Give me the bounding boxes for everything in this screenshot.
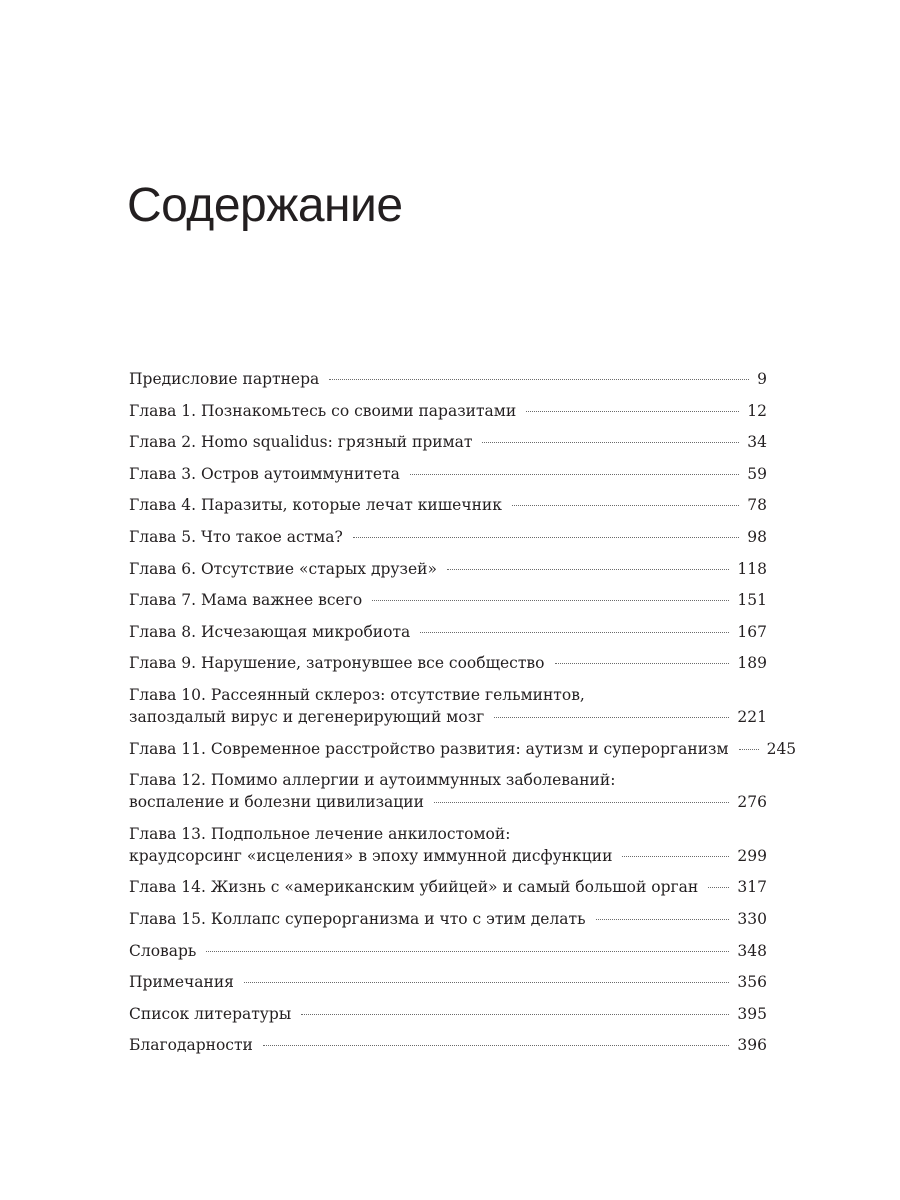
toc-entry[interactable]	[129, 971, 767, 993]
toc-entry[interactable]	[129, 526, 767, 548]
dot-leader	[410, 474, 739, 475]
dot-leader	[494, 717, 729, 718]
dot-leader	[353, 537, 739, 538]
toc-entry-row	[129, 431, 767, 453]
toc-entry-title: запоздалый вирус и дегенерирующий мозг	[129, 707, 485, 726]
toc-page-number: 118	[737, 559, 767, 578]
toc-entry-title: Глава 3. Остров аутоиммунитета	[129, 464, 400, 483]
toc-entry[interactable]	[129, 684, 767, 728]
toc-page-number: 34	[747, 433, 767, 452]
toc-entry-title: Глава 2. Homo squalidus: грязный примат	[129, 433, 473, 452]
toc-page-number: 189	[737, 654, 767, 673]
toc-entry[interactable]	[129, 494, 767, 516]
toc-entry[interactable]	[129, 652, 767, 674]
toc-entry-row	[129, 940, 767, 962]
toc-entry-title: Предисловие партнера	[129, 370, 320, 388]
dot-leader	[206, 951, 729, 952]
toc-entry-row	[129, 463, 767, 485]
toc-entry-title-line: Глава 10. Рассеянный склероз: отсутствие гельминтов,	[129, 685, 585, 704]
toc-entry-title: Глава 15. Коллапс суперорганизма и что с этим делать	[129, 909, 586, 928]
toc-entry-row	[129, 908, 767, 930]
toc-entry[interactable]	[129, 463, 767, 485]
toc-entry-title: Глава 1. Познакомьтесь со своими паразитами	[129, 401, 517, 420]
toc-entry-row	[129, 652, 767, 674]
toc-entry-row	[129, 368, 767, 390]
toc-entry-row	[129, 845, 767, 867]
toc-page-number: 78	[747, 496, 767, 515]
dot-leader	[244, 982, 729, 983]
toc-entry-row	[129, 738, 797, 760]
toc-entry[interactable]	[129, 1003, 767, 1025]
toc-entry-row	[129, 621, 767, 643]
toc-page-number: 59	[747, 464, 767, 483]
toc-entry[interactable]	[129, 876, 767, 898]
toc-entry-row	[129, 589, 767, 611]
dot-leader	[708, 887, 729, 888]
dot-leader	[329, 379, 749, 380]
toc-entry[interactable]	[129, 738, 797, 760]
toc-page-number: 396	[737, 1036, 767, 1055]
toc-page-number: 395	[737, 1004, 767, 1023]
dot-leader	[372, 600, 729, 601]
toc-entry-title: Глава 5. Что такое астма?	[129, 527, 343, 546]
toc-entry[interactable]	[129, 431, 767, 453]
toc-entry[interactable]	[129, 940, 767, 962]
dot-leader	[596, 919, 730, 920]
toc-page-number: 330	[737, 909, 767, 928]
toc-entry-title: Глава 8. Исчезающая микробиота	[129, 622, 411, 641]
dot-leader	[622, 856, 729, 857]
toc-entry-title: Словарь	[129, 941, 197, 960]
dot-leader	[512, 505, 739, 506]
toc-entry[interactable]	[129, 400, 767, 422]
toc-entry-row	[129, 400, 767, 422]
toc-page-number: 276	[737, 793, 767, 812]
dot-leader	[739, 749, 759, 750]
dot-leader	[434, 802, 729, 803]
toc-entry[interactable]	[129, 823, 767, 867]
toc-entry[interactable]	[129, 368, 767, 390]
toc-page-number: 245	[766, 739, 797, 758]
dot-leader	[482, 442, 739, 443]
toc-page-number: 317	[737, 878, 767, 897]
toc-entry-title: краудсорсинг «исцеления» в эпоху иммунной дисфункции	[129, 846, 613, 865]
toc-entry[interactable]	[129, 589, 767, 611]
dot-leader	[447, 569, 729, 570]
toc-entry-row	[129, 971, 767, 993]
toc-page-number: 356	[737, 973, 767, 992]
toc-entry-row	[129, 876, 767, 898]
toc-entry[interactable]	[129, 908, 767, 930]
toc-entry-title: Благодарности	[129, 1036, 253, 1055]
toc-entry-row	[129, 526, 767, 548]
toc-page-number: 348	[737, 941, 767, 960]
toc-entry-row	[129, 494, 767, 516]
toc-entry[interactable]	[129, 558, 767, 580]
toc-entry-title: Глава 11. Современное расстройство развития: аутизм и суперорганизм	[129, 739, 729, 758]
toc-entry-title: Глава 14. Жизнь с «американским убийцей» и самый большой орган	[129, 878, 699, 897]
toc-page-number: 9	[757, 370, 767, 388]
toc-page-number: 167	[737, 622, 767, 641]
toc-entry-title-line: Глава 12. Помимо аллергии и аутоиммунных заболеваний:	[129, 771, 616, 790]
toc-entry[interactable]	[129, 1034, 767, 1056]
toc-page-number: 299	[737, 846, 767, 865]
toc-entry-row	[129, 1003, 767, 1025]
dot-leader	[301, 1014, 729, 1015]
toc-entry-title: Глава 6. Отсутствие «старых друзей»	[129, 559, 437, 578]
toc-page-number: 12	[747, 401, 767, 420]
table-of-contents	[129, 368, 797, 1066]
toc-entry-title-line: Глава 13. Подпольное лечение анкилостомой:	[129, 824, 511, 843]
dot-leader	[263, 1045, 730, 1046]
toc-entry-title: Список литературы	[129, 1004, 292, 1023]
toc-entry-row	[129, 558, 767, 580]
toc-entry-title: воспаление и болезни цивилизации	[129, 793, 424, 812]
toc-page-number: 221	[737, 707, 767, 726]
toc-entry-title: Глава 9. Нарушение, затронувшее все сообщество	[129, 654, 545, 673]
dot-leader	[526, 411, 739, 412]
toc-entry-row	[129, 791, 767, 813]
toc-entry-row	[129, 706, 767, 728]
toc-entry-title: Глава 7. Мама важнее всего	[129, 591, 363, 610]
toc-entry-title: Глава 4. Паразиты, которые лечат кишечник	[129, 496, 502, 515]
toc-page-number: 98	[747, 527, 767, 546]
toc-entry-row	[129, 1034, 767, 1056]
page-title: Содержание	[127, 179, 403, 232]
toc-entry-title: Примечания	[129, 973, 234, 992]
toc-entry[interactable]	[129, 621, 767, 643]
dot-leader	[420, 632, 729, 633]
toc-page-number: 151	[737, 591, 767, 610]
toc-entry[interactable]	[129, 769, 767, 813]
dot-leader	[555, 663, 730, 664]
